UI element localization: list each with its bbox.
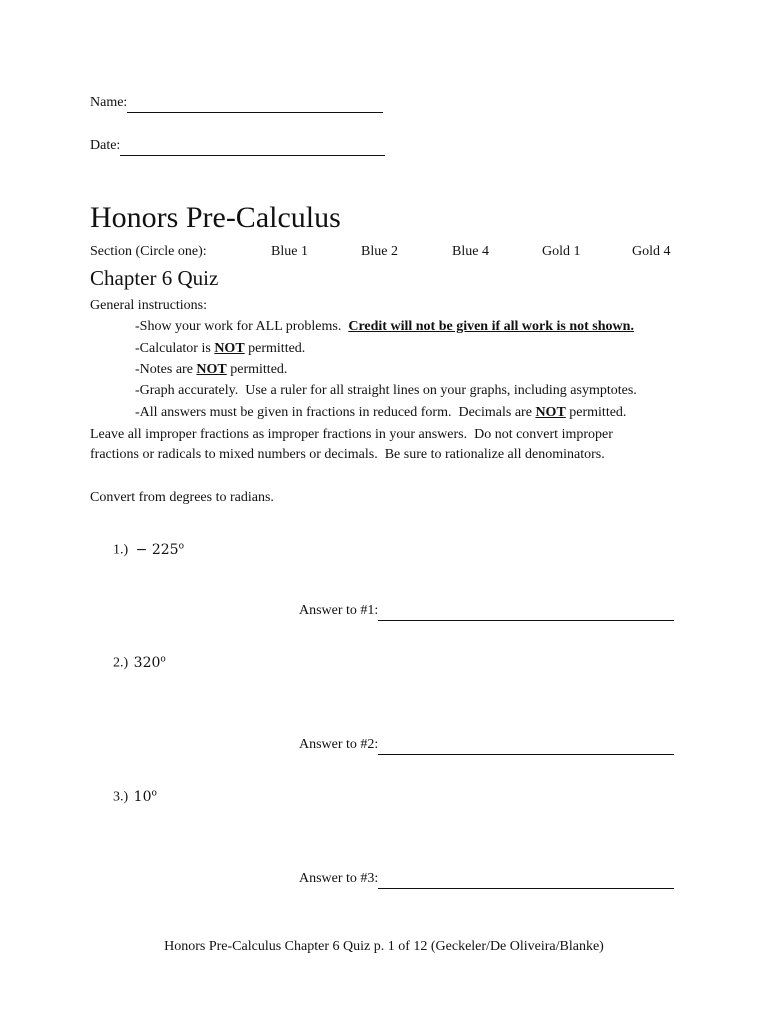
problem-2-number: 2.)	[113, 655, 129, 671]
section-option-blue-4[interactable]: Blue 4	[452, 244, 489, 259]
answer-row-3	[299, 870, 674, 889]
instruction-fractions-end: permitted.	[565, 405, 627, 420]
instruction-notes-not: NOT	[196, 362, 227, 377]
section-option-blue-2[interactable]: Blue 2	[361, 244, 398, 259]
problem-3	[113, 784, 157, 807]
date-field-row	[90, 137, 385, 156]
section-option-blue-1[interactable]: Blue 1	[271, 244, 308, 259]
name-field-row	[90, 94, 383, 113]
instruction-graph: -Graph accurately. Use a ruler for all straight lines on your graphs, including asymptotes.	[135, 383, 637, 398]
problem-2	[113, 650, 166, 673]
instruction-calculator-end: permitted.	[244, 341, 306, 356]
answer-input-line-1[interactable]	[378, 602, 674, 621]
problem-2-expression	[134, 655, 166, 671]
problem-3-expression	[134, 789, 157, 805]
instruction-fractions	[135, 404, 626, 422]
instruction-fractions-text: -All answers must be given in fractions in reduced form. Decimals are	[135, 405, 536, 420]
date-input-line[interactable]	[120, 137, 385, 156]
answer-input-line-3[interactable]	[378, 870, 674, 889]
instruction-show-work	[135, 318, 634, 336]
instruction-notes-end: permitted.	[226, 362, 288, 377]
problem-3-number: 3.)	[113, 789, 129, 805]
course-title: Honors Pre-Calculus	[90, 201, 341, 234]
instruction-credit-warning: Credit will not be given if all work is not shown.	[348, 319, 634, 334]
answer-row-1	[299, 602, 674, 621]
answer-row-2	[299, 736, 674, 755]
name-input-line[interactable]	[127, 94, 383, 113]
name-label: Name:	[90, 95, 128, 110]
section-option-gold-1[interactable]: Gold 1	[542, 244, 581, 259]
answer-label-2: Answer to #2:	[299, 737, 379, 752]
degree-symbol: o	[178, 541, 184, 551]
date-label: Date:	[90, 138, 121, 153]
degree-symbol: o	[160, 654, 166, 664]
answer-input-line-2[interactable]	[378, 736, 674, 755]
instruction-calculator-text: -Calculator is	[135, 341, 215, 356]
instruction-notes-text: -Notes are	[135, 362, 197, 377]
problem-2-value: 320	[133, 654, 161, 671]
answer-label-1: Answer to #1:	[299, 603, 379, 618]
instruction-decimals-not: NOT	[535, 405, 566, 420]
instruction-paragraph-line-2: fractions or radicals to mixed numbers or decimals. Be sure to rationalize all denominators.	[90, 447, 605, 462]
page-footer: Honors Pre-Calculus Chapter 6 Quiz p. 1 of 12 (Geckeler/De Oliveira/Blanke)	[164, 939, 604, 954]
problem-1-number: 1.)	[113, 542, 129, 558]
instruction-paragraph-line-1: Leave all improper fractions as improper fractions in your answers. Do not convert improper	[90, 427, 613, 442]
quiz-title: Chapter 6 Quiz	[90, 266, 219, 290]
instruction-notes	[135, 361, 287, 379]
answer-label-3: Answer to #3:	[299, 871, 379, 886]
problem-1-expression	[136, 542, 184, 558]
problem-1-value: − 225	[135, 541, 179, 558]
convert-heading: Convert from degrees to radians.	[90, 490, 274, 505]
instruction-calculator-not: NOT	[214, 341, 245, 356]
section-option-gold-4[interactable]: Gold 4	[632, 244, 671, 259]
section-label: Section (Circle one):	[90, 244, 207, 259]
instruction-calculator	[135, 340, 305, 358]
degree-symbol: o	[151, 788, 157, 798]
instructions-heading: General instructions:	[90, 298, 208, 313]
instruction-show-work-text: -Show your work for ALL problems.	[135, 319, 349, 334]
problem-3-value: 10	[133, 788, 152, 805]
problem-1	[113, 537, 184, 560]
